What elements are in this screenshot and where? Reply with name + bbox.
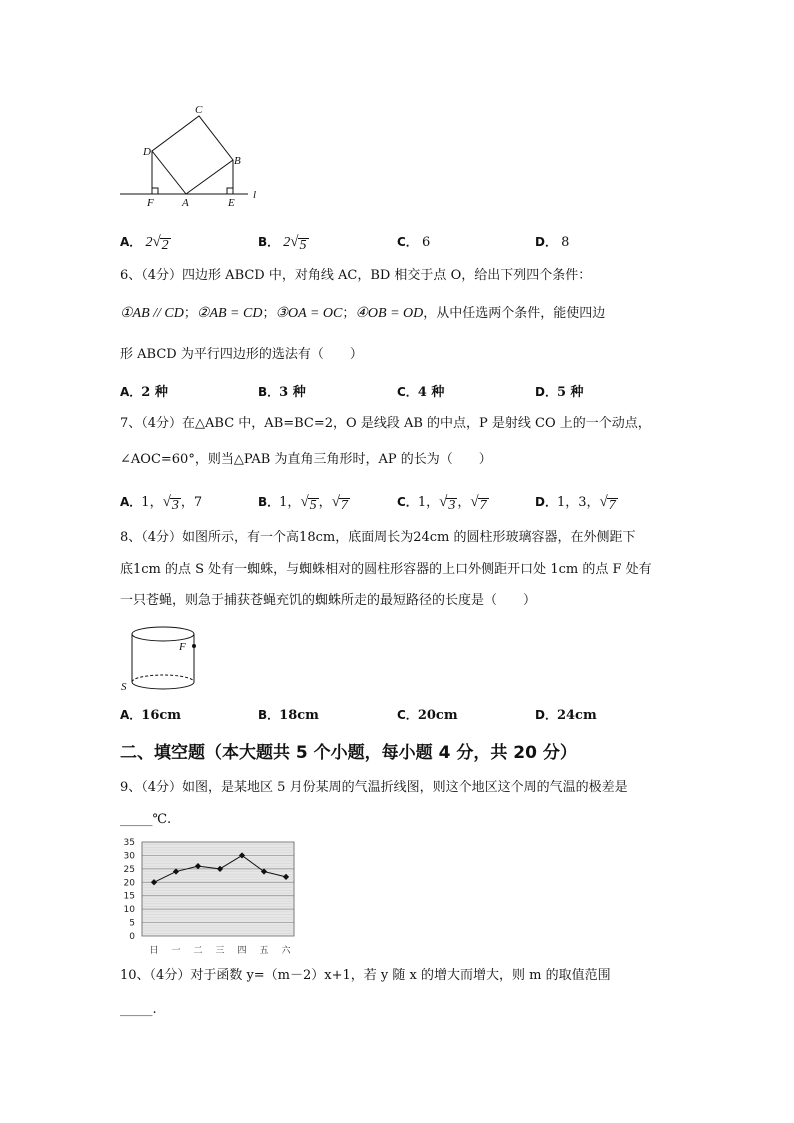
- label-f: F: [179, 641, 186, 653]
- x-tick-label: 六: [281, 946, 291, 956]
- label-f: F: [147, 197, 154, 209]
- sqrt-symbol: √ 7: [599, 494, 616, 513]
- y-tick-label: 35: [123, 838, 135, 848]
- x-tick-label: 四: [237, 946, 247, 956]
- q5-option-c[interactable]: C． 6: [397, 235, 431, 250]
- q5-option-a[interactable]: A． 2 √ 2: [120, 231, 171, 254]
- q8-line-2: 底1cm 的点 S 处有一蜘蛛，与蜘蛛相对的圆柱形容器的上口外侧距开口处 1cm 的点 F 处有: [120, 562, 652, 577]
- q6-condition-4: ④OB = OD: [355, 306, 424, 321]
- square-abcd: [152, 116, 233, 194]
- label-a: A: [182, 197, 189, 209]
- cylinder-bottom-front: [132, 682, 194, 689]
- sqrt-symbol: √ 3: [162, 494, 179, 513]
- q7-option-c[interactable]: C．1， √ 3 ， √ 7: [397, 491, 489, 514]
- q7-option-a[interactable]: A．1， √ 3 ，7: [120, 491, 202, 514]
- label-c: C: [195, 104, 203, 116]
- x-tick-label: 一: [171, 946, 181, 956]
- q6-option-a[interactable]: A．2 种: [120, 385, 168, 400]
- sqrt-symbol: √ 7: [331, 494, 348, 513]
- q8-option-a[interactable]: A．16cm: [120, 708, 182, 723]
- label-b: B: [234, 155, 241, 167]
- sqrt-symbol: √ 2: [152, 234, 169, 253]
- temperature-line-chart: [118, 836, 298, 960]
- answer-blank[interactable]: _____: [120, 1002, 153, 1017]
- q10-line-1: 10、（4分）对于函数 y=（m－2）x+1，若 y 随 x 的增大而增大，则 m 的取值范围: [120, 968, 611, 983]
- q8-option-c[interactable]: C．20cm: [397, 708, 458, 723]
- q6-option-c[interactable]: C．4 种: [397, 385, 445, 400]
- right-angle-f: [152, 188, 158, 194]
- y-tick-label: 30: [123, 851, 135, 862]
- q8-line-3: 一只苍蝇，则急于捕获苍蝇充饥的蜘蛛所走的最短路径的长度是（ ）: [120, 593, 537, 608]
- y-tick-label: 15: [123, 891, 135, 902]
- y-tick-label: 25: [123, 864, 135, 875]
- sqrt-symbol: √ 7: [470, 494, 487, 513]
- y-tick-label: 0: [129, 932, 135, 942]
- x-tick-label: 三: [215, 946, 225, 956]
- q8-option-b[interactable]: B．18cm: [258, 708, 319, 723]
- q7-option-b[interactable]: B．1， √ 5 ， √ 7: [258, 491, 350, 514]
- point-f: [192, 644, 196, 648]
- q10-line-2: _____.: [120, 1002, 157, 1017]
- cylinder-figure: [115, 622, 205, 697]
- q6-condition-3: ③OA = OC: [275, 306, 343, 321]
- q5-option-b[interactable]: B． 2 √ 5: [258, 231, 309, 254]
- q8-line-1: 8、（4分）如图所示，有一个高18cm，底面周长为24cm 的圆柱形玻璃容器，在外侧距下: [120, 530, 636, 545]
- q9-line-1: 9、（4分）如图，是某地区 5 月份某周的气温折线图，则这个地区这个周的气温的极差是: [120, 780, 628, 795]
- x-tick-label: 日: [149, 946, 159, 956]
- q7-line-1: 7、（4分）在△ABC 中，AB=BC=2，O 是线段 AB 的中点，P 是射线 CO 上的一个动点，: [120, 416, 651, 431]
- label-d: D: [143, 146, 151, 158]
- sqrt-symbol: √ 5: [290, 234, 307, 253]
- section-title-fill-in: 二、填空题（本大题共 5 个小题，每小题 4 分，共 20 分）: [120, 743, 577, 763]
- x-tick-label: 五: [259, 946, 269, 956]
- label-l: l: [253, 189, 257, 201]
- cylinder-top: [132, 627, 194, 641]
- chart-plot-area: [142, 842, 294, 936]
- sqrt-symbol: √ 5: [300, 494, 317, 513]
- q6-line-3: 形 ABCD 为平行四边形的选法有（ ）: [120, 347, 363, 362]
- q6-line-1: 6、（4分）四边形 ABCD 中，对角线 AC，BD 相交于点 O，给出下列四个条件：: [120, 268, 592, 283]
- label-e: E: [228, 197, 235, 209]
- q6-line-2: ①AB // CD；②AB = CD；③OA = OC；④OB = OD，从中任选两个条件，能使四边: [120, 306, 606, 321]
- sqrt-symbol: √ 3: [439, 494, 456, 513]
- q7-option-d[interactable]: D．1，3， √ 7: [535, 491, 618, 514]
- q9-line-2: _____℃.: [120, 812, 172, 827]
- right-angle-e: [227, 188, 233, 194]
- q7-line-2: ∠AOC=60°，则当△PAB 为直角三角形时，AP 的长为（ ）: [120, 452, 492, 467]
- y-tick-label: 10: [123, 905, 135, 916]
- q6-condition-1: ①AB // CD: [120, 306, 184, 321]
- answer-blank[interactable]: _____: [120, 812, 153, 827]
- q8-option-d[interactable]: D．24cm: [535, 708, 597, 723]
- cylinder-bottom-back: [132, 675, 194, 682]
- y-tick-label: 5: [129, 918, 135, 929]
- square-figure: [115, 100, 275, 210]
- y-tick-label: 20: [123, 878, 135, 889]
- q6-condition-2: ②AB = CD: [196, 306, 263, 321]
- q5-option-d[interactable]: D． 8: [535, 235, 570, 250]
- q6-option-d[interactable]: D．5 种: [535, 385, 584, 400]
- q6-option-b[interactable]: B．3 种: [258, 385, 306, 400]
- x-tick-label: 二: [193, 946, 203, 956]
- label-s: S: [121, 681, 127, 693]
